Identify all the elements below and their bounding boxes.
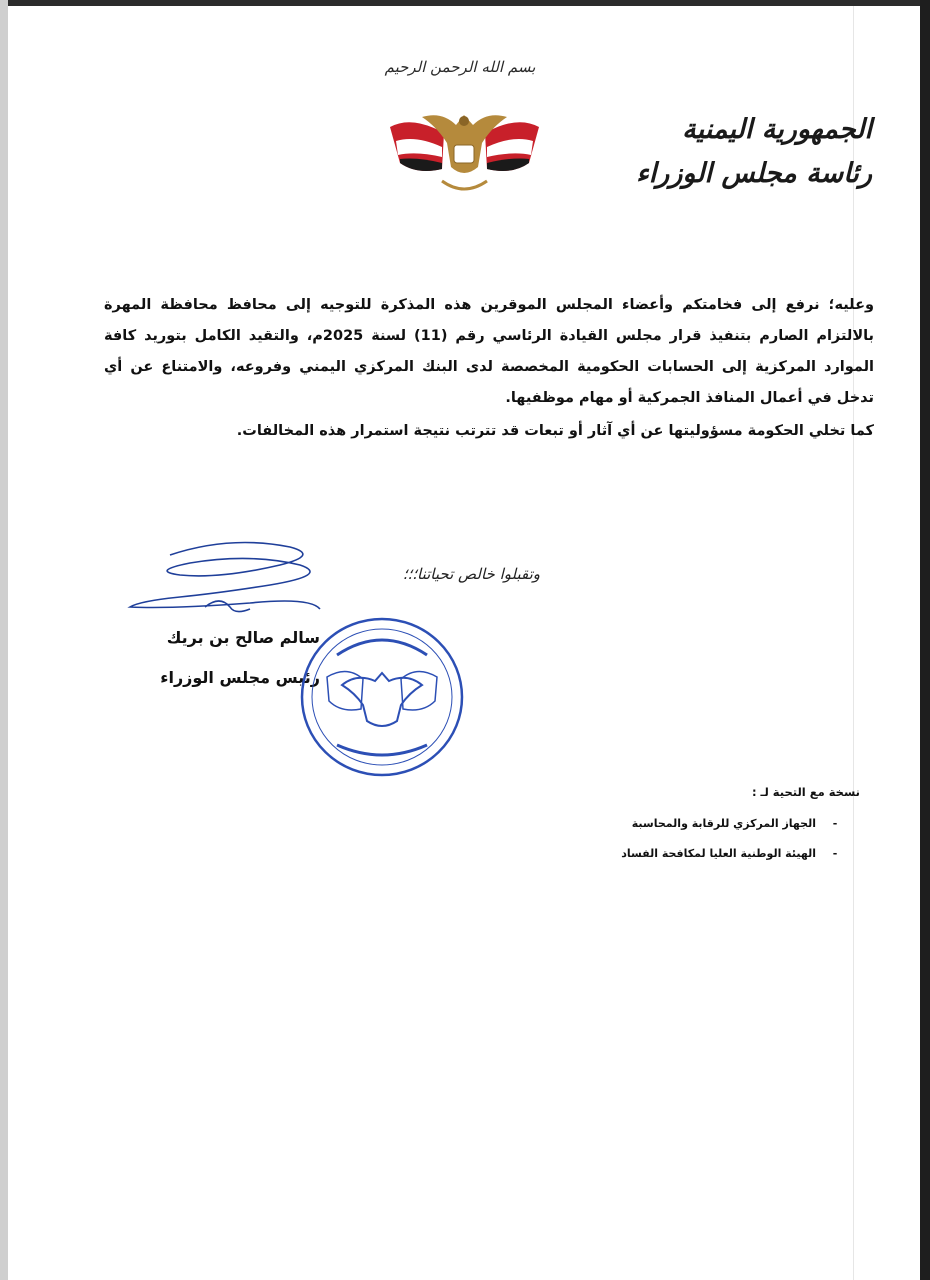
list-bullet: - xyxy=(832,846,838,860)
yemen-eagle-emblem-icon xyxy=(382,105,547,197)
list-bullet: - xyxy=(832,816,838,830)
header-title xyxy=(572,108,872,196)
body-paragraph-2: كما تخلي الحكومة مسؤوليتها عن أي آثار أو تبعات قد تترتب نتيجة استمرار هذه المخالفات. xyxy=(236,423,874,439)
closing-greeting: وتقبلوا خالص تحياتنا؛؛؛ xyxy=(402,565,540,583)
left-border xyxy=(0,0,8,1280)
body-paragraph-1: وعليه؛ نرفع إلى فخامتكم وأعضاء المجلس الموقرين هذه المذكرة للتوجيه إلى محافظ محافظة المهرة بالالتزام الصارم بتنفيذ قرار مجلس القيادة الرئاسي رقم (11) لسنة 2025م، والتقيد الكامل بتوريد كافة الموارد المركزية إلى الحسابات الحكومية المخصصة لدى البنك المركزي اليمني وفروعه، والامتناع عن أي تدخل في أعمال المنافذ الجمركية أو مهام موظفيها. xyxy=(104,297,875,406)
margin-rule xyxy=(853,6,854,1280)
official-stamp-icon xyxy=(297,615,467,780)
copy-to-item-label: الجهاز المركزي للرقابة والمحاسبة xyxy=(631,816,816,830)
copy-to-item-label: الهيئة الوطنية العليا لمكافحة الفساد xyxy=(621,846,816,860)
handwritten-signature xyxy=(110,535,340,625)
copy-to-item xyxy=(560,808,840,838)
copy-to-item xyxy=(560,838,840,868)
signatory-name: سالم صالح بن بريك xyxy=(166,628,320,647)
copy-to-list xyxy=(560,808,840,868)
header-line-1: الجمهورية اليمنية xyxy=(682,114,872,145)
copy-to-heading: نسخة مع التحية لـ : xyxy=(751,785,860,799)
right-border xyxy=(920,0,930,1280)
basmala: بسم الله الرحمن الرحيم xyxy=(384,58,536,76)
signatory-title: رئيس مجلس الوزراء xyxy=(160,668,320,687)
header-line-2: رئاسة مجلس الوزراء xyxy=(636,158,872,189)
letter-body xyxy=(104,290,874,447)
